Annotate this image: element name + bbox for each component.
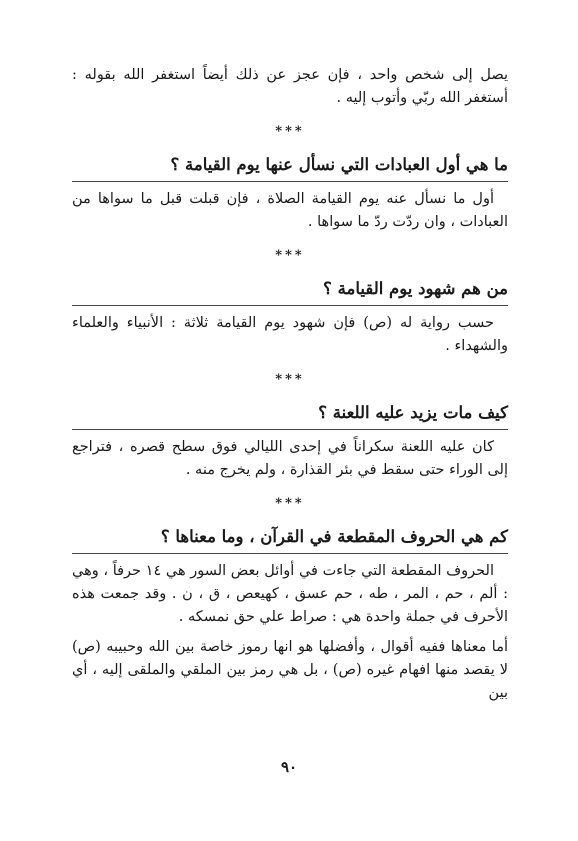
section-witnesses [72,276,508,358]
answer-paragraph: أما معناها ففيه أقوال ، وأفضلها هو انها رموز خاصة بين الله وحبيبه (ص) لا يقصد منها افهام غيره (ص) ، بل هي رمز بين الملقي والملقى إليه ، أي بين [72,639,508,701]
answer-paragraph: كان عليه اللعنة سكراناً في إحدى الليالي فوق سطح قصره ، فتراجع إلى الوراء حتى سقط في بئر القذارة ، ولم يخرج منه . [72,439,508,478]
separator-3: *** [275,372,305,387]
page-number: ٩٠ [280,758,298,776]
section-first-worship [72,152,508,234]
question-heading: كيف مات يزيد عليه اللعنة ؟ [72,400,508,430]
question-heading: كم هي الحروف المقطعة في القرآن ، وما معناها ؟ [72,524,508,554]
separator-4: *** [275,496,305,511]
section-yazid-death [72,400,508,482]
separator-1: *** [275,124,305,139]
question-heading: ما هي أول العبادات التي نسأل عنها يوم القيامة ؟ [72,152,508,182]
answer-paragraph: أول ما نسأل عنه يوم القيامة الصلاة ، فإن قبلت قبل ما سواها من العبادات ، وان ردّت ردّ ما سواها . [72,191,508,230]
question-heading: من هم شهود يوم القيامة ؟ [72,276,508,306]
answer-paragraph: الحروف المقطعة التي جاءت في أوائل بعض السور هي ١٤ حرفاً ، وهي : ألم ، حم ، المر ، طه ، حم عسق ، كهيعص ، ق ، ن . وقد جمعت هذه الأحرف في جملة واحدة هي : صراط علي حق نمسكه . [72,563,508,625]
answer-paragraph: حسب رواية له (ص) فإن شهود يوم القيامة ثلاثة : الأنبياء والعلماء والشهداء . [72,315,508,354]
intro-paragraph: يصل إلى شخص واحد ، فإن عجز عن ذلك أيضاً استغفر الله بقوله : أستغفر الله ربّي وأتوب إليه . [72,67,508,106]
section-disjointed-letters [72,524,508,705]
separator-2: *** [275,248,305,263]
